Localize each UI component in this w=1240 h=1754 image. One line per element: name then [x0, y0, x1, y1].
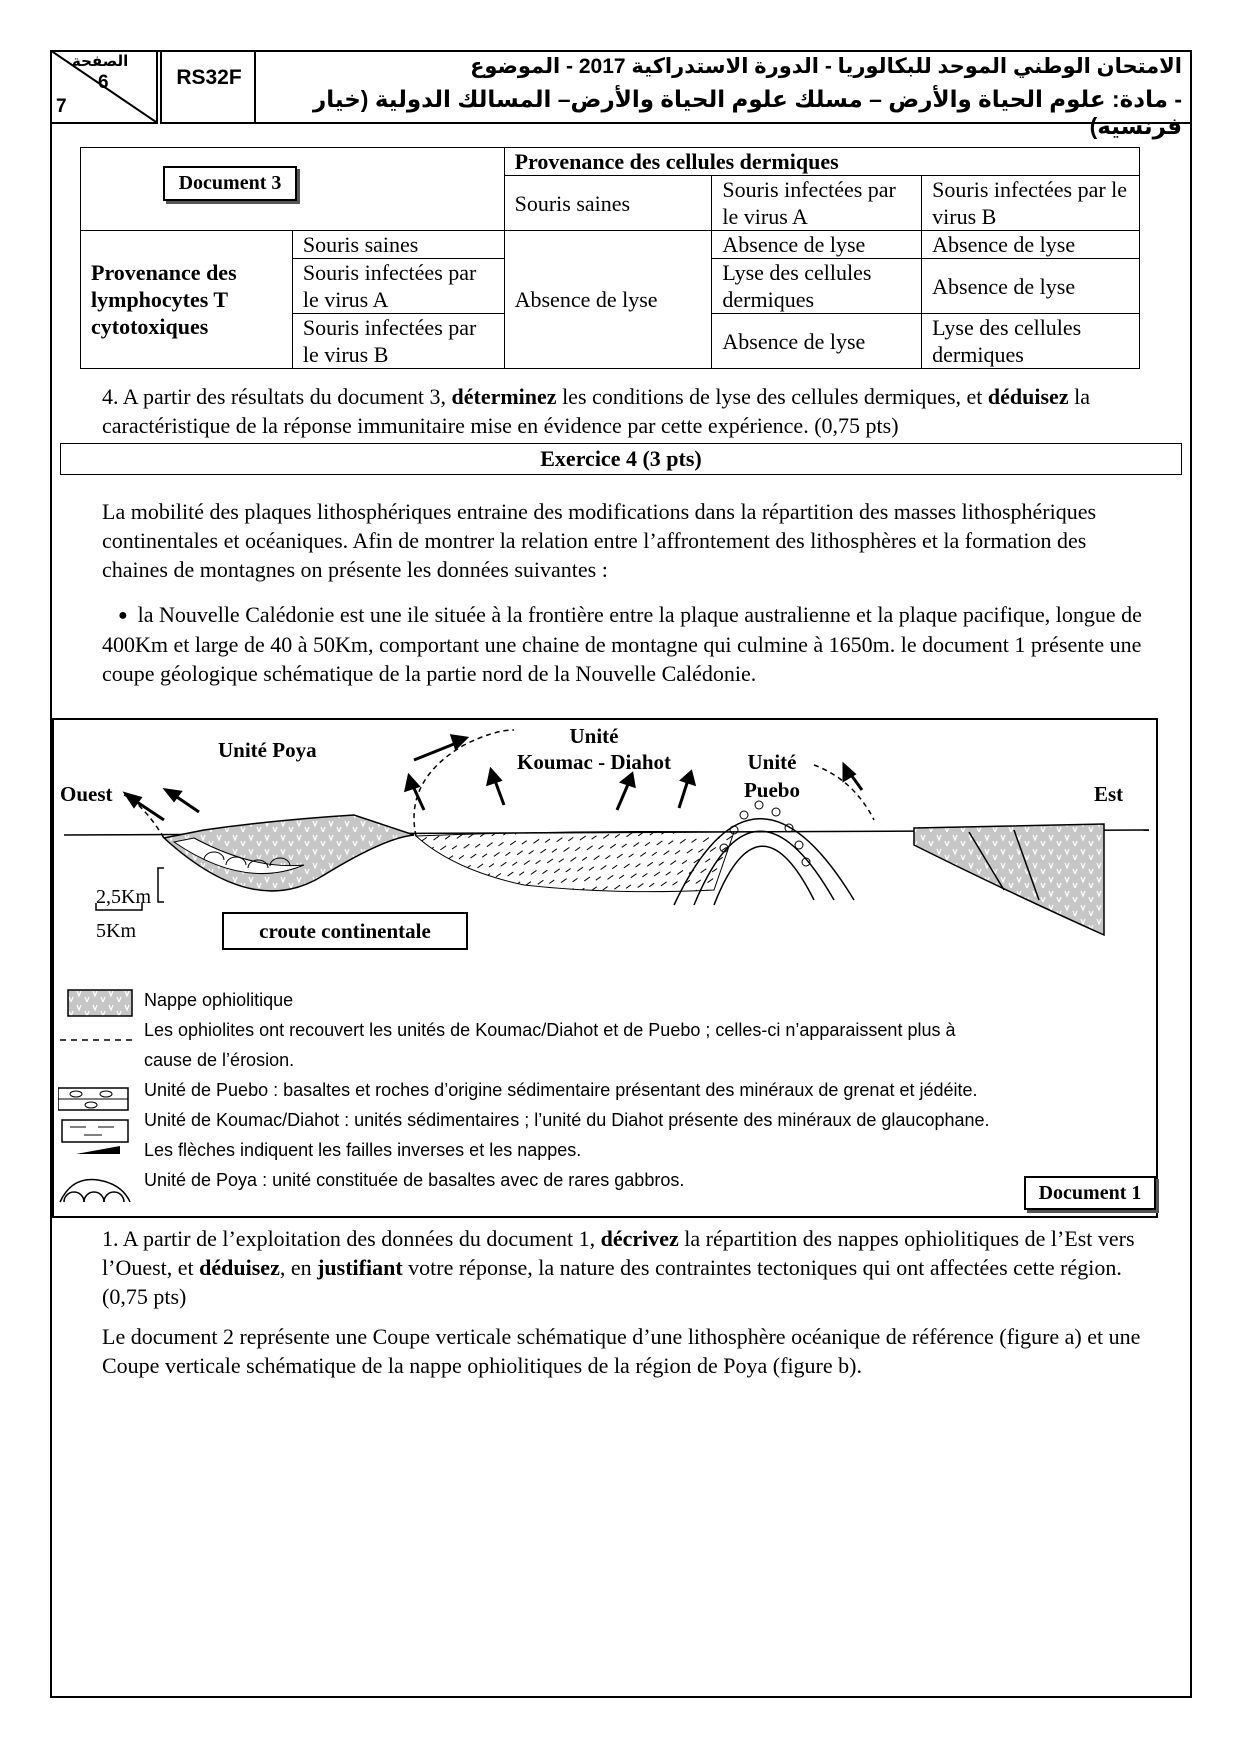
label-continental-crust: croute continentale	[222, 912, 468, 950]
label-scale-vertical: 2,5Km	[96, 886, 151, 908]
koumac-pattern-icon	[62, 1120, 128, 1142]
page-number: 6	[98, 72, 109, 93]
q1-verb1: décrivez	[600, 1226, 679, 1251]
vertical-scale-bar	[158, 868, 164, 902]
document1-figure	[52, 718, 1158, 1218]
legend-dashed: Les ophiolites ont recouvert les unités de Koumac/Diahot et de Puebo ; celles-ci n’apparaissent plus à	[144, 1020, 956, 1040]
q4-prefix: 4. A partir des résultats du document 3,	[102, 384, 452, 409]
q1-suffix: votre réponse, la nature des contraintes tectoniques qui ont affectées cette région. (0,75 pts)	[102, 1255, 1122, 1309]
legend-arrows: Les flèches indiquent les failles inverses et les nappes.	[144, 1140, 582, 1160]
label-puebo-1: Unité	[747, 750, 797, 774]
legend-ophiolite: Nappe ophiolitique	[144, 990, 294, 1010]
q4-middle: les conditions de lyse des cellules dermiques, et	[556, 384, 988, 409]
bullet-dot: ●	[118, 607, 128, 624]
cell-r2-c3: Absence de lyse	[922, 259, 1140, 314]
exercise4-bullet	[102, 600, 1142, 688]
q1-prefix: 1. A partir de l’exploitation des données du document 1,	[102, 1226, 601, 1251]
col-header-2: Souris infectées par le virus A	[712, 176, 922, 231]
legend-dashed-cont: cause de l’érosion.	[144, 1050, 295, 1070]
label-poya: Unité Poya	[218, 738, 317, 762]
q1-middle2: , en	[279, 1255, 318, 1280]
label-scale-horizontal: 5Km	[96, 920, 136, 942]
cell-r2-c2: Lyse des cellules dermiques	[712, 259, 922, 314]
legend-koumac: Unité de Koumac/Diahot : unités sédimentaires ; l’unité du Diahot présente des minéraux de glaucophane.	[144, 1110, 990, 1130]
q1-verb2: déduisez	[199, 1255, 280, 1280]
q4-verb1: déterminez	[451, 384, 557, 409]
document2-intro: Le document 2 représente une Coupe verticale schématique d’une lithosphère océanique de référence (figure a) et une Coupe verticale schématique de la nappe ophiolitiques de la région de Poya (figure b).	[102, 1324, 1141, 1378]
label-west: Ouest	[60, 782, 113, 806]
label-puebo-2: Puebo	[743, 778, 800, 802]
cell-r3-c3: Lyse des cellules dermiques	[922, 314, 1140, 369]
cell-r3-c2: Absence de lyse	[712, 314, 922, 369]
exam-title-line1: الامتحان الوطني الموحد للبكالوريا - الدورة الاستدراكية 2017 - الموضوع	[470, 55, 1182, 78]
puebo-circles	[720, 801, 810, 866]
page-label: الصفحة	[72, 53, 129, 70]
exam-title-box	[256, 50, 1192, 139]
label-east: Est	[1094, 782, 1124, 806]
label-koumac-2: Koumac - Diahot	[517, 750, 671, 774]
ophiolite-pattern-icon	[68, 990, 132, 1016]
question-4	[102, 382, 1152, 440]
exam-code: RS32F	[176, 66, 242, 89]
col-group-header: Provenance des cellules dermiques	[504, 148, 1139, 176]
page-number-box	[50, 50, 158, 124]
q4-verb2: déduisez	[987, 384, 1069, 409]
question-1	[102, 1224, 1172, 1311]
label-koumac-1: Unité	[569, 724, 619, 748]
puebo-pattern-icon	[58, 1088, 128, 1110]
col-header-3: Souris infectées par le virus B	[922, 176, 1140, 231]
legend-icons	[58, 988, 138, 1208]
exercise4-intro: La mobilité des plaques lithosphériques entraine des modifications dans la répartition des masses lithosphériques continentales et océaniques. Afin de montrer la relation entre l’affrontement des lithosphères et la formation des chaines de montagnes on présente les données suivantes :	[102, 499, 1097, 582]
legend-poya: Unité de Poya : unité constituée de basaltes avec de rares gabbros.	[144, 1170, 685, 1190]
legend-puebo: Unité de Puebo : basaltes et roches d’origine sédimentaire présentant des minéraux de grenat et jédéite.	[144, 1080, 978, 1100]
exam-code-box	[160, 50, 256, 124]
exercise4-title: Exercice 4 (3 pts)	[60, 443, 1182, 475]
row-group-header: Provenance des lymphocytes T cytotoxiques	[81, 231, 293, 369]
cell-r1-c2: Absence de lyse	[712, 231, 922, 259]
poya-pattern-icon	[60, 1179, 130, 1202]
bullet-text: la Nouvelle Calédonie est une ile située à la frontière entre la plaque australienne et la plaque pacifique, longue de 400Km et large de 40 à 50Km, comportant une chaine de montagne qui culmine à 1650m. le document 1 présente une coupe géologique schématique de la partie nord de la Nouvelle Calédonie.	[102, 602, 1142, 686]
cell-r1-c3: Absence de lyse	[922, 231, 1140, 259]
document3-table	[80, 147, 1140, 369]
page-total: 7	[56, 96, 67, 117]
exam-title-line2: - مادة: علوم الحياة والأرض – مسلك علوم الحياة والأرض– المسالك الدولية (خيار فرنسية)	[312, 86, 1182, 139]
row-header-3: Souris infectées par le virus B	[292, 314, 504, 369]
merged-cell-col1: Absence de lyse	[504, 231, 712, 369]
arrow-icon	[76, 1146, 120, 1154]
q1-verb3: justifiant	[317, 1255, 403, 1280]
q1-middle1: la répartition des nappes ophiolitiques de l’Est vers l’Ouest, et	[102, 1226, 1135, 1280]
document3-label: Document 3	[163, 166, 297, 201]
row-header-1: Souris saines	[292, 231, 504, 259]
q4-suffix: la caractéristique de la réponse immunitaire mise en évidence par cette expérience. (0,75 pts)	[102, 384, 1090, 438]
east-ophiolite-nappe	[914, 824, 1104, 935]
document3-corner	[81, 148, 505, 231]
row-header-2: Souris infectées par le virus A	[292, 259, 504, 314]
document1-label: Document 1	[1024, 1176, 1156, 1210]
koumac-diahot-unit	[416, 832, 734, 892]
col-header-1: Souris saines	[504, 176, 712, 231]
